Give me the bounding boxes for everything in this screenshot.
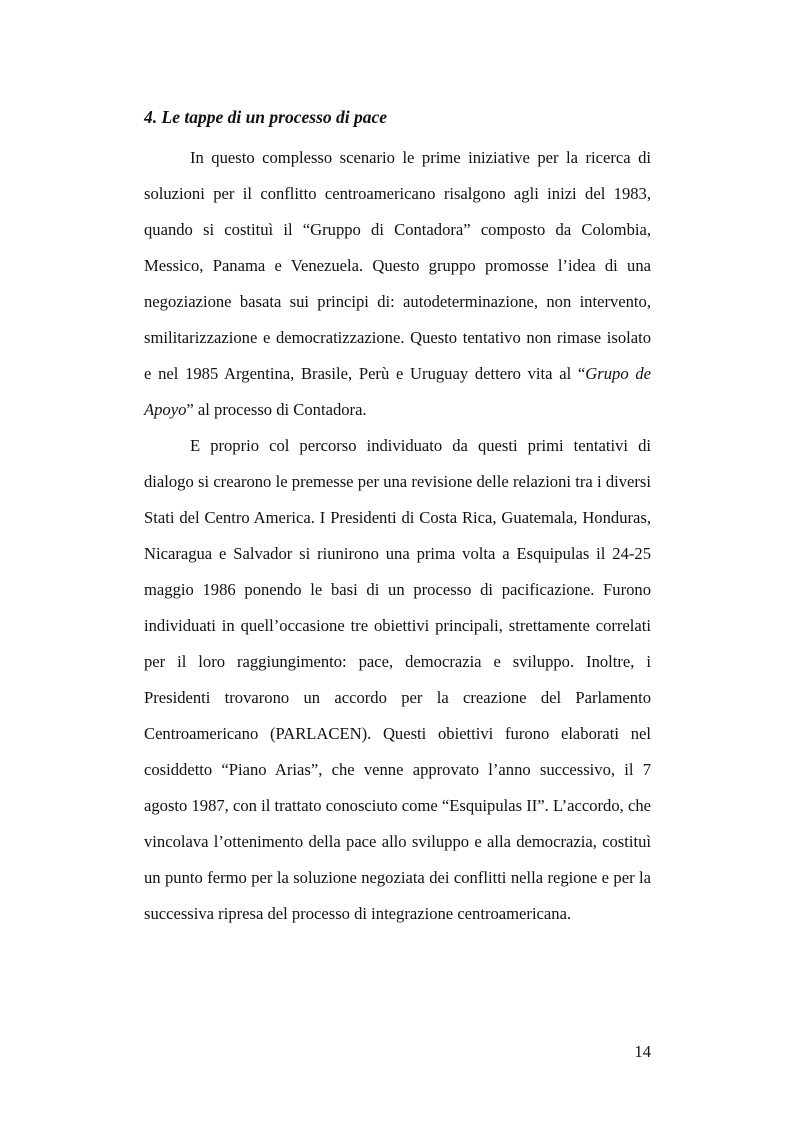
paragraph-contadora [144,140,651,428]
paragraph-contadora-text: In questo complesso scenario le prime iniziative per la ricerca di soluzioni per il conflitto centroamericano risalgono agli inizi del 1983, quando si costituì il “Gruppo di Contadora” composto da Colombia, Messico, Panama e Venezuela. Questo gruppo promosse l’idea di una negoziazione basata sui principi di: autodeterminazione, non intervento, smilitarizzazione e democratizzazione. Questo tentativo non rimase isolato e nel 1985 Argentina, Brasile, Perù e Uruguay dettero vita al “ [144,148,651,383]
paragraph-contadora-tail: ” al processo di Contadora. [186,400,367,419]
page-body [144,104,651,932]
section-heading: 4. Le tappe di un processo di pace [144,107,388,127]
grupo-de-apoyo-italic: Grupo de Apoyo [144,364,651,419]
paragraph-esquipulas: E proprio col percorso individuato da questi primi tentativi di dialogo si crearono le premesse per una revisione delle relazioni tra i diversi Stati del Centro America. I Presidenti di Costa Rica, Guatemala, Honduras, Nicaragua e Salvador si riunirono una prima volta a Esquipulas il 24-25 maggio 1986 ponendo le basi di un processo di pacificazione. Furono individuati in quell’occasione tre obiettivi principali, strettamente correlati per il loro raggiungimento: pace, democrazia e sviluppo. Inoltre, i Presidenti trovarono un accordo per la creazione del Parlamento Centroamericano (PARLACEN). Questi obiettivi furono elaborati nel cosiddetto “Piano Arias”, che venne approvato l’anno successivo, il 7 agosto 1987, con il trattato conosciuto come “Esquipulas II”. L’accordo, che vincolava l’ottenimento della pace allo sviluppo e alla democrazia, costituì un punto fermo per la soluzione negoziata dei conflitti nella regione e per la successiva ripresa del processo di integrazione centroamericana. [144,436,651,923]
page-number: 14 [634,1042,651,1061]
